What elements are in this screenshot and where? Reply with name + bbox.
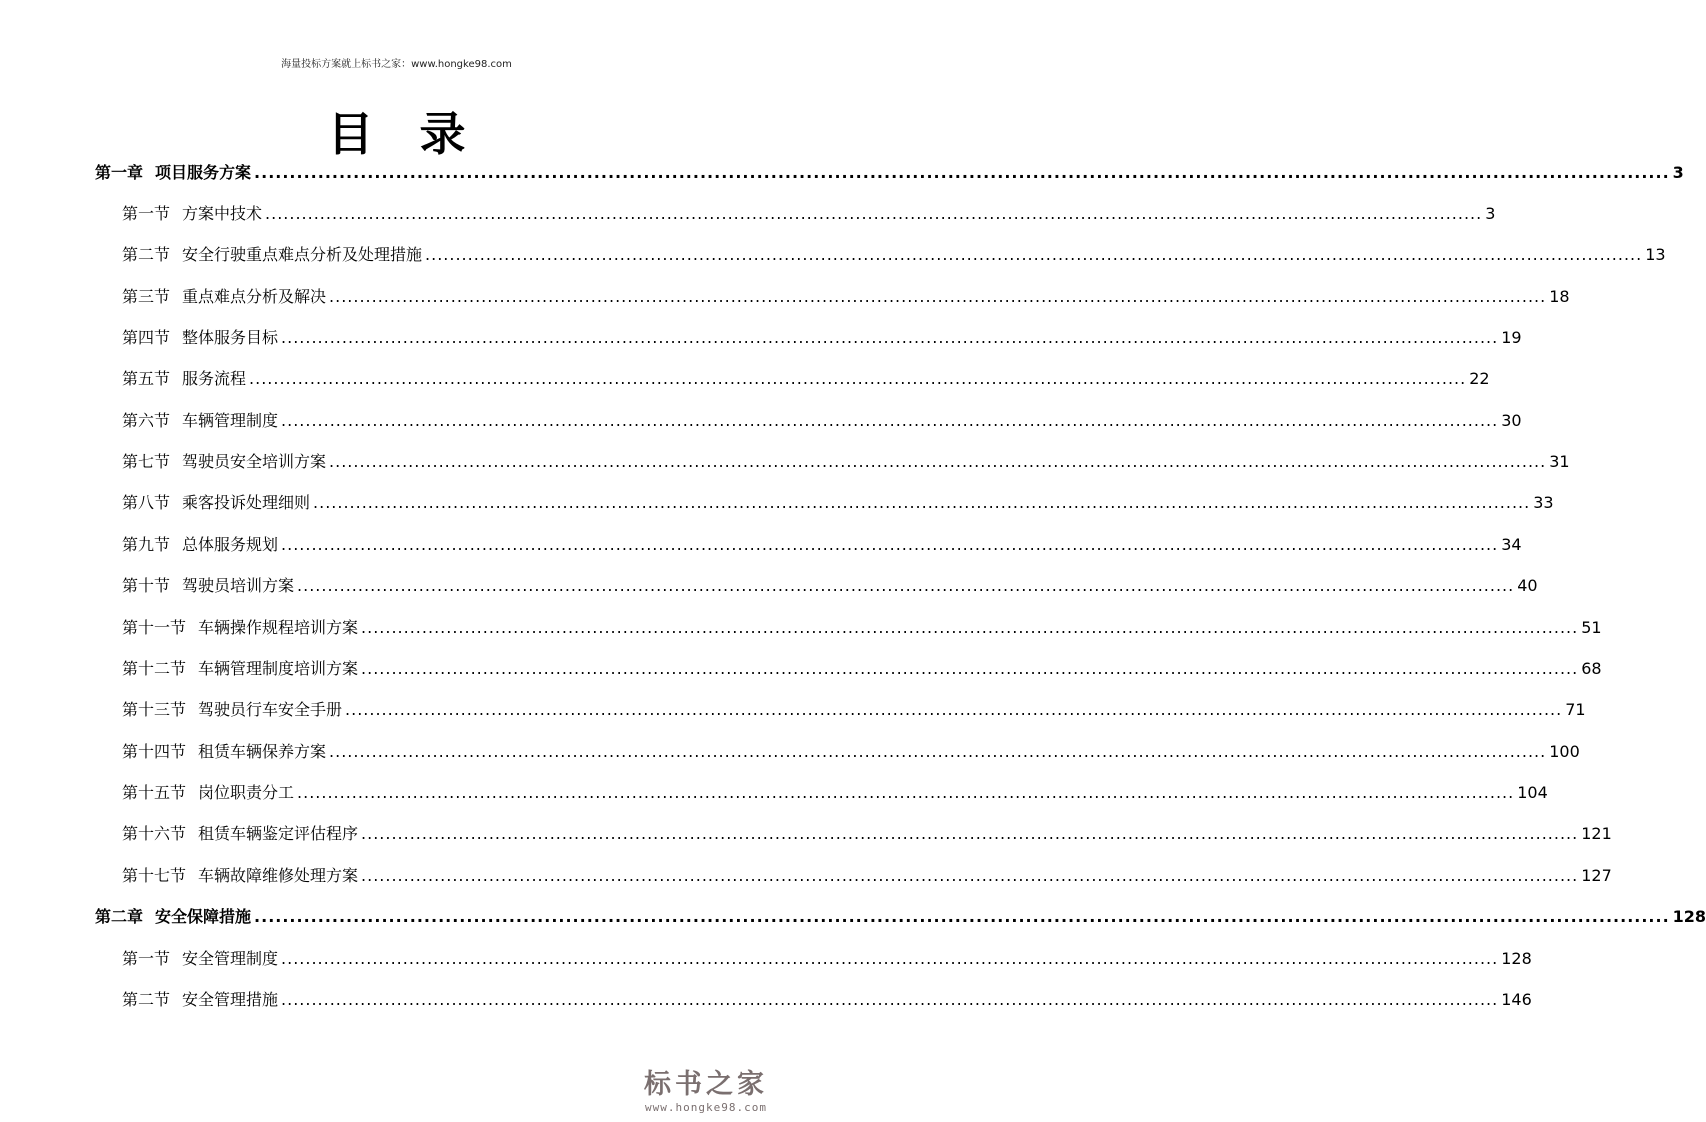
toc-entry-number: 第十一节 [122, 618, 187, 637]
toc-section-entry[interactable] [122, 327, 1522, 349]
toc-section-entry[interactable] [122, 948, 1532, 970]
toc-entry-title: 驾驶员行车安全手册 [198, 700, 343, 719]
toc-entry-title: 车辆管理制度培训方案 [198, 659, 359, 678]
toc-section-entry[interactable] [122, 782, 1548, 804]
page-title: 目录 [327, 107, 512, 161]
toc-entry-title: 服务流程 [182, 369, 247, 388]
toc-entry-number: 第六节 [122, 411, 171, 430]
toc-page-number: 3 [1485, 204, 1496, 223]
toc-section-entry[interactable] [122, 534, 1522, 556]
toc-dot-leader: ........................................................................................................................................................................................................ [297, 576, 1515, 595]
toc-page-number: 13 [1645, 245, 1666, 264]
toc-dot-leader: ........................................................................................................................................................................................................ [254, 163, 1670, 182]
toc-dot-leader: ........................................................................................................................................................................................................ [265, 204, 1483, 223]
toc-entry-title: 重点难点分析及解决 [182, 287, 327, 306]
toc-entry-number: 第二节 [122, 245, 171, 264]
toc-dot-leader: ........................................................................................................................................................................................................ [329, 287, 1547, 306]
toc-entry-title: 项目服务方案 [155, 163, 252, 182]
toc-section-entry[interactable] [122, 699, 1586, 721]
toc-dot-leader: ........................................................................................................................................................................................................ [345, 700, 1563, 719]
toc-entry-title: 整体服务目标 [182, 328, 279, 347]
toc-entry-number: 第一节 [122, 204, 171, 223]
toc-section-entry[interactable] [122, 865, 1612, 887]
page-header: 海量投标方案就上标书之家：www.hongke98.com [281, 59, 512, 70]
toc-dot-leader: ........................................................................................................................................................................................................ [254, 907, 1670, 926]
toc-page-number: 3 [1672, 163, 1684, 182]
toc-page-number: 71 [1565, 700, 1586, 719]
logo-url: www.hongke98.com [645, 1101, 767, 1114]
toc-section-entry[interactable] [122, 451, 1570, 473]
site-logo [631, 1069, 781, 1114]
toc-page-number: 127 [1581, 866, 1612, 885]
toc-section-entry[interactable] [122, 741, 1580, 763]
toc-dot-leader: ........................................................................................................................................................................................................ [329, 452, 1547, 471]
toc-entry-title: 车辆故障维修处理方案 [198, 866, 359, 885]
toc-dot-leader: ........................................................................................................................................................................................................ [361, 618, 1579, 637]
toc-page-number: 104 [1517, 783, 1548, 802]
toc-page-number: 100 [1549, 742, 1580, 761]
toc-entry-number: 第八节 [122, 493, 171, 512]
toc-page-number: 34 [1501, 535, 1522, 554]
toc-page-number: 30 [1501, 411, 1522, 430]
toc-entry-number: 第十四节 [122, 742, 187, 761]
toc-entry-number: 第十六节 [122, 824, 187, 843]
toc-section-entry[interactable] [122, 575, 1538, 597]
toc-dot-leader: ........................................................................................................................................................................................................ [281, 328, 1499, 347]
toc-entry-title: 方案中技术 [182, 204, 263, 223]
toc-entry-number: 第十五节 [122, 783, 187, 802]
toc-entry-number: 第四节 [122, 328, 171, 347]
toc-section-entry[interactable] [122, 368, 1490, 390]
toc-dot-leader: ........................................................................................................................................................................................................ [425, 245, 1643, 264]
toc-section-entry[interactable] [122, 286, 1570, 308]
toc-page-number: 51 [1581, 618, 1602, 637]
toc-page-number: 19 [1501, 328, 1522, 347]
toc-section-entry[interactable] [122, 492, 1554, 514]
toc-dot-leader: ........................................................................................................................................................................................................ [281, 411, 1499, 430]
toc-entry-title: 岗位职责分工 [198, 783, 295, 802]
toc-entry-title: 驾驶员培训方案 [182, 576, 295, 595]
toc-entry-number: 第十二节 [122, 659, 187, 678]
toc-dot-leader: ........................................................................................................................................................................................................ [329, 742, 1547, 761]
toc-section-entry[interactable] [122, 658, 1602, 680]
logo-text: 标书之家 [644, 1069, 768, 1100]
toc-section-entry[interactable] [122, 244, 1666, 266]
toc-entry-title: 车辆操作规程培训方案 [198, 618, 359, 637]
toc-entry-title: 安全行驶重点难点分析及处理措施 [182, 245, 423, 264]
toc-page-number: 128 [1501, 949, 1532, 968]
toc-section-entry[interactable] [122, 989, 1532, 1011]
toc-entry-number: 第五节 [122, 369, 171, 388]
toc-entry-number: 第二章 [95, 907, 144, 926]
toc-entry-number: 第十七节 [122, 866, 187, 885]
toc-page-number: 33 [1533, 493, 1554, 512]
toc-section-entry[interactable] [122, 203, 1496, 225]
toc-page-number: 146 [1501, 990, 1532, 1009]
toc-section-entry[interactable] [122, 410, 1522, 432]
toc-entry-number: 第二节 [122, 990, 171, 1009]
toc-entry-title: 安全管理措施 [182, 990, 279, 1009]
toc-entry-title: 安全保障措施 [155, 907, 252, 926]
toc-page-number: 121 [1581, 824, 1612, 843]
toc-dot-leader: ........................................................................................................................................................................................................ [361, 659, 1579, 678]
toc-entry-number: 第三节 [122, 287, 171, 306]
toc-entry-title: 租赁车辆保养方案 [198, 742, 327, 761]
toc-entry-title: 总体服务规划 [182, 535, 279, 554]
toc-entry-number: 第十节 [122, 576, 171, 595]
toc-entry-number: 第一节 [122, 949, 171, 968]
toc-chapter-entry[interactable] [95, 162, 1684, 184]
toc-section-entry[interactable] [122, 617, 1602, 639]
toc-entry-title: 安全管理制度 [182, 949, 279, 968]
toc-entry-number: 第一章 [95, 163, 144, 182]
toc-entry-number: 第十三节 [122, 700, 187, 719]
toc-dot-leader: ........................................................................................................................................................................................................ [281, 990, 1499, 1009]
toc-entry-number: 第七节 [122, 452, 171, 471]
toc-page-number: 68 [1581, 659, 1602, 678]
toc-section-entry[interactable] [122, 823, 1612, 845]
toc-page-number: 31 [1549, 452, 1570, 471]
toc-page-number: 18 [1549, 287, 1570, 306]
toc-dot-leader: ........................................................................................................................................................................................................ [361, 866, 1579, 885]
toc-chapter-entry[interactable] [95, 906, 1706, 928]
toc-page-number: 22 [1469, 369, 1490, 388]
toc-page-number: 40 [1517, 576, 1538, 595]
toc-entry-title: 驾驶员安全培训方案 [182, 452, 327, 471]
toc-entry-title: 乘客投诉处理细则 [182, 493, 311, 512]
toc-page-number: 128 [1672, 907, 1706, 926]
toc-dot-leader: ........................................................................................................................................................................................................ [361, 824, 1579, 843]
toc-dot-leader: ........................................................................................................................................................................................................ [281, 949, 1499, 968]
toc-entry-title: 车辆管理制度 [182, 411, 279, 430]
toc-dot-leader: ........................................................................................................................................................................................................ [249, 369, 1467, 388]
toc-entry-title: 租赁车辆鉴定评估程序 [198, 824, 359, 843]
toc-entry-number: 第九节 [122, 535, 171, 554]
toc-dot-leader: ........................................................................................................................................................................................................ [313, 493, 1531, 512]
toc-dot-leader: ........................................................................................................................................................................................................ [297, 783, 1515, 802]
toc-dot-leader: ........................................................................................................................................................................................................ [281, 535, 1499, 554]
